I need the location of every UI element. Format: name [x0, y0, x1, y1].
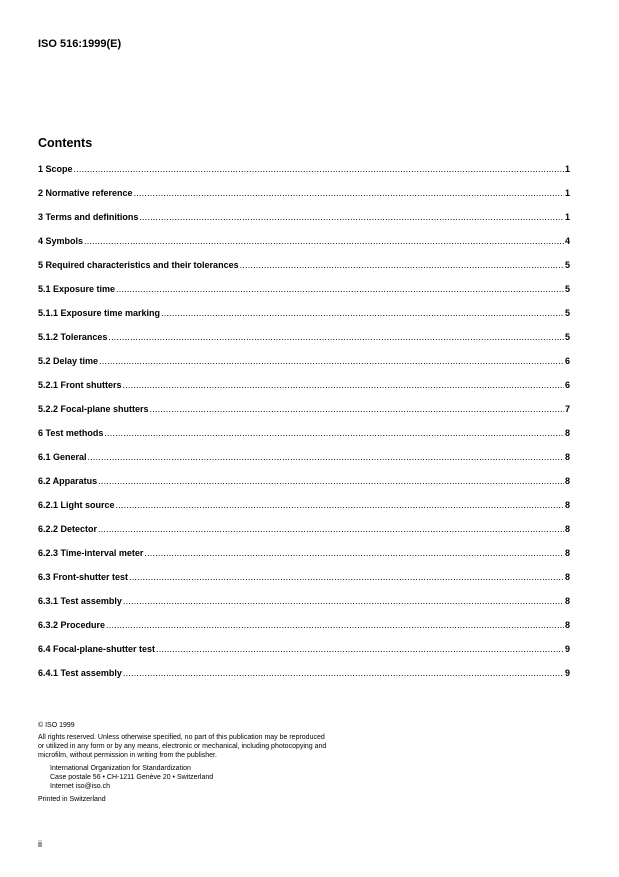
toc-dot-leader [98, 524, 564, 534]
toc-entry[interactable] [38, 284, 570, 308]
toc-entry-page: 5 [564, 308, 570, 318]
toc-entry-label: 5.1.1 Exposure time marking [38, 308, 161, 318]
toc-dot-leader [98, 476, 564, 486]
toc-entry[interactable] [38, 500, 570, 524]
toc-entry-label: 6.1 General [38, 452, 87, 462]
toc-entry[interactable] [38, 308, 570, 332]
rights-line: microfilm, without permission in writing from the publisher. [38, 752, 217, 759]
toc-entry[interactable] [38, 452, 570, 476]
toc-dot-leader [116, 284, 564, 294]
toc-dot-leader [104, 428, 564, 438]
copyright-footer [38, 721, 326, 804]
toc-entry-label: 2 Normative reference [38, 188, 133, 198]
toc-entry[interactable] [38, 260, 570, 284]
toc-dot-leader [139, 212, 564, 222]
toc-entry[interactable] [38, 596, 570, 620]
toc-entry[interactable] [38, 476, 570, 500]
toc-entry-label: 5.2.1 Front shutters [38, 380, 122, 390]
toc-entry-label: 6.2.1 Light source [38, 500, 115, 510]
copyright-line: © ISO 1999 [38, 722, 75, 729]
toc-entry-page: 8 [564, 428, 570, 438]
toc-dot-leader [74, 164, 564, 174]
toc-entry-label: 5.1 Exposure time [38, 284, 116, 294]
table-of-contents [38, 164, 570, 692]
toc-entry[interactable] [38, 668, 570, 692]
toc-entry[interactable] [38, 380, 570, 404]
toc-dot-leader [84, 236, 564, 246]
toc-entry-page: 1 [564, 164, 570, 174]
toc-entry-page: 8 [564, 548, 570, 558]
toc-entry-label: 5.2 Delay time [38, 356, 99, 366]
toc-entry-label: 6.4 Focal-plane-shutter test [38, 644, 156, 654]
contents-title: Contents [38, 136, 93, 150]
rights-line: All rights reserved. Unless otherwise specified, no part of this publication may be reproduced [38, 734, 325, 741]
toc-entry[interactable] [38, 356, 570, 380]
toc-entry-page: 1 [564, 188, 570, 198]
toc-dot-leader [134, 188, 564, 198]
toc-entry-page: 8 [564, 500, 570, 510]
toc-entry-page: 9 [564, 644, 570, 654]
toc-entry-page: 8 [564, 452, 570, 462]
toc-dot-leader [123, 596, 564, 606]
toc-dot-leader [240, 260, 564, 270]
address-line: International Organization for Standardization [50, 765, 191, 772]
toc-entry-page: 7 [564, 404, 570, 414]
toc-entry[interactable] [38, 548, 570, 572]
toc-entry-label: 6.3.2 Procedure [38, 620, 106, 630]
toc-entry-page: 1 [564, 212, 570, 222]
toc-entry-page: 6 [564, 356, 570, 366]
page-number: ii [38, 839, 42, 849]
toc-dot-leader [129, 572, 564, 582]
document-id-header: ISO 516:1999(E) [38, 38, 122, 50]
toc-entry[interactable] [38, 332, 570, 356]
toc-entry-page: 5 [564, 260, 570, 270]
toc-dot-leader [123, 380, 564, 390]
toc-dot-leader [161, 308, 564, 318]
toc-entry[interactable] [38, 164, 570, 188]
toc-entry[interactable] [38, 188, 570, 212]
toc-entry-label: 6.2.2 Detector [38, 524, 98, 534]
toc-dot-leader [144, 548, 564, 558]
toc-entry-page: 5 [564, 284, 570, 294]
toc-dot-leader [108, 332, 564, 342]
toc-entry-label: 5 Required characteristics and their tolerances [38, 260, 239, 270]
toc-entry-label: 5.1.2 Tolerances [38, 332, 108, 342]
toc-entry-label: 6.2 Apparatus [38, 476, 98, 486]
toc-dot-leader [88, 452, 564, 462]
toc-entry-label: 5.2.2 Focal-plane shutters [38, 404, 149, 414]
toc-entry[interactable] [38, 212, 570, 236]
address-line: Case postale 56 • CH-1211 Genève 20 • Switzerland [50, 774, 214, 781]
toc-entry-label: 6.2.3 Time-interval meter [38, 548, 144, 558]
address-line: Internet iso@iso.ch [50, 783, 111, 790]
toc-entry[interactable] [38, 644, 570, 668]
toc-entry[interactable] [38, 572, 570, 596]
toc-entry-label: 4 Symbols [38, 236, 84, 246]
toc-entry[interactable] [38, 404, 570, 428]
toc-dot-leader [106, 620, 564, 630]
toc-entry-page: 4 [564, 236, 570, 246]
toc-dot-leader [123, 668, 564, 678]
toc-entry-label: 1 Scope [38, 164, 73, 174]
toc-entry[interactable] [38, 620, 570, 644]
toc-entry-page: 5 [564, 332, 570, 342]
toc-entry-page: 8 [564, 596, 570, 606]
toc-entry-label: 6.3 Front-shutter test [38, 572, 129, 582]
toc-entry-label: 3 Terms and definitions [38, 212, 139, 222]
toc-entry[interactable] [38, 524, 570, 548]
toc-dot-leader [116, 500, 564, 510]
toc-entry-label: 6 Test methods [38, 428, 104, 438]
toc-entry[interactable] [38, 428, 570, 452]
toc-entry-label: 6.4.1 Test assembly [38, 668, 122, 678]
printed-in-line: Printed in Switzerland [38, 796, 106, 803]
rights-line: or utilized in any form or by any means, electronic or mechanical, including photocopying and [38, 743, 327, 750]
toc-dot-leader [156, 644, 564, 654]
toc-entry-label: 6.3.1 Test assembly [38, 596, 122, 606]
toc-entry-page: 8 [564, 620, 570, 630]
toc-entry-page: 6 [564, 380, 570, 390]
toc-dot-leader [99, 356, 564, 366]
toc-entry-page: 8 [564, 476, 570, 486]
toc-entry-page: 8 [564, 524, 570, 534]
toc-dot-leader [150, 404, 564, 414]
toc-entry-page: 8 [564, 572, 570, 582]
toc-entry-page: 9 [564, 668, 570, 678]
toc-entry[interactable] [38, 236, 570, 260]
